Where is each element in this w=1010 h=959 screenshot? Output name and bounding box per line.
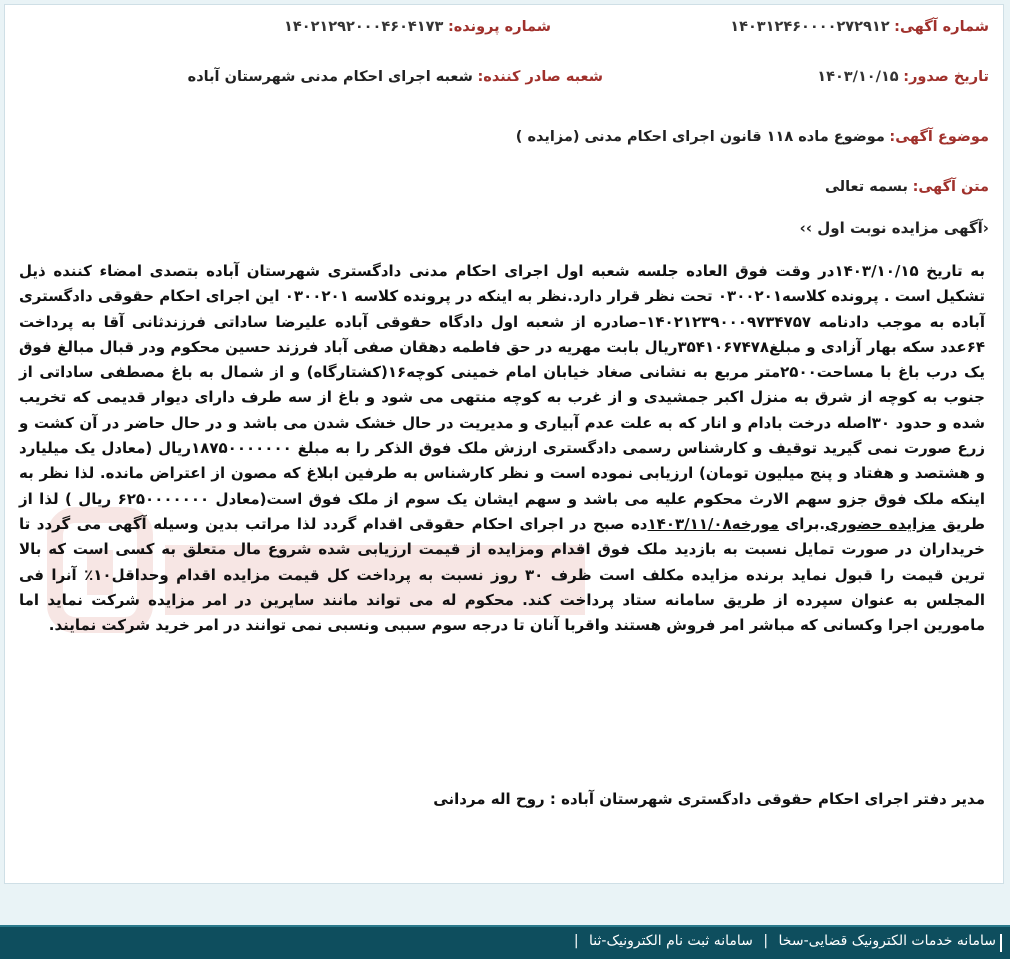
footer-link-sana[interactable]: سامانه ثبت نام الکترونیک-ثنا bbox=[589, 933, 753, 949]
subject-value: موضوع ماده ۱۱۸ قانون اجرای احکام مدنی (مزایده ) bbox=[515, 129, 885, 145]
notice-text-label: متن آگهی: bbox=[912, 179, 989, 195]
footer-separator: | bbox=[763, 933, 769, 949]
notice-title: ‹آگهی مزایده نوبت اول ›› bbox=[799, 219, 989, 237]
subject bbox=[516, 129, 989, 145]
footer-separator-end: | bbox=[573, 933, 579, 949]
case-number-label: شماره پرونده: bbox=[447, 19, 551, 35]
notice-card bbox=[4, 4, 1004, 884]
issuer-value: شعبه اجرای احکام مدنی شهرستان آباده bbox=[187, 69, 473, 85]
footer-bar bbox=[0, 925, 1010, 959]
ad-number-value: ۱۴۰۳۱۲۴۶۰۰۰۰۲۷۲۹۱۲ bbox=[730, 19, 890, 35]
ad-number-label: شماره آگهی: bbox=[894, 19, 989, 35]
ad-number bbox=[730, 19, 989, 35]
notice-text-intro: بسمه تعالی bbox=[825, 179, 908, 195]
issuer bbox=[188, 69, 603, 85]
issue-date bbox=[817, 69, 989, 85]
notice-body-part1: به تاریخ ۱۴۰۳/۱۰/۱۵در وقت فوق العاده جلسه شعبه اول اجرای احکام مدنی دادگستری شهرستان آباده بتصدی امضاء کننده ذیل تشکیل است . پرونده کلاسه۰۳۰۰۲۰۱ تحت نظر قرار دارد.نظر به اینکه در پرونده کلاسه ۰۳۰۰۲۰۱ این اجرای احکام حقوقی دادگستری آباده به موجب دادنامه ۱۴۰۲۱۲۳۹۰۰۰۹۷۳۴۷۵۷–صادره از شعبه اول دادگاه حقوقی آباده علیرضا ساداتی فرزندثانی آقا به پرداخت ۶۴عدد سکه بهار آزادی و مبلغ۳۵۴۱۰۶۷۴۷۸ریال بابت مهریه در حق فاطمه دهقان صفی آباد فرزند حسین محکوم ودر قبال مبالغ فوق یک درب باغ با مساحت۲۵۰۰متر مربع به نشانی صغاد خیابان امام خمینی کوچه۱۶(کشتارگاه) و از شمال به باغ مصطفی ساداتی از جنوب به کوچه از شرق به منزل اکبر جمشیدی و از غرب به کوچه منتهی می شود و باغ از سه طرف دارای دیوار قدیمی که تخریب شده و حدود ۳۰اصله درخت بادام و انار که به علت عدم آبیاری و مدیریت در حال خشک شدن می باشد و در حال حاضر در آن کشت و زرع صورت نمی گیرید توقیف و کارشناس رسمی دادگستری ارزش ملک فوق الذکر را به مبلغ ۱۸۷۵۰۰۰۰۰۰۰ریال (معادل یک میلیارد و هشتصد و هفتاد و پنج میلیون تومان) ارزیابی نموده است و نظر کارشناس به طرفین ابلاغ که مصون از اعتراض مانده. لذا نظر به اینکه ملک فوق جزو سهم الارث محکوم علیه می باشد و سهم ایشان یک سوم از ملک فوق است(معادل ۶۲۵۰۰۰۰۰۰۰ ریال ) لذا از طریق bbox=[19, 262, 986, 533]
notice-body bbox=[19, 259, 985, 638]
issue-date-label: تاریخ صدور: bbox=[903, 69, 989, 85]
signature: مدیر دفتر اجرای احکام حقوقی دادگستری شهرستان آباده : روح اله مردانی bbox=[433, 790, 985, 808]
issuer-label: شعبه صادر کننده: bbox=[477, 69, 603, 85]
notice-body-part2: .برای bbox=[778, 514, 826, 533]
footer-edge-right bbox=[1000, 934, 1002, 952]
notice-body-underline1: مزایده حضوری bbox=[825, 514, 936, 533]
subject-label: موضوع آگهی: bbox=[889, 129, 989, 145]
notice-body-part3: ده صبح در اجرای احکام حقوقی اقدام گردد لذا مراتب بدین وسیله آگهی می گردد تا خریداران در صورت تمایل نسبت به بازدید ملک فوق اقدام ومزایده از قیمت ارزیابی شده شروع مال متعلق به کسی است که بالا ترین قیمت را قبول نماید برنده مزایده مکلف است ظرف ۳۰ روز نسبت به پرداخت کل قیمت مزایده اقدام وحداقل۱۰٪ آنرا فی المجلس به عنوان سپرده از طریق سامانه ستاد پرداخت کند. محکوم له می تواند مانند سایرین در امر مزایده شرکت نماید اما مامورین اجرا وکسانی که مباشر امر فروش هستند واقربا آنان تا درجه سوم سببی ونسبی نمی توانند در امر خرید شرکت نمایند. bbox=[19, 514, 986, 635]
footer-link-sakha[interactable]: سامانه خدمات الکترونیک قضایی-سخا bbox=[778, 933, 996, 949]
footer-links bbox=[568, 933, 996, 949]
issue-date-value: ۱۴۰۳/۱۰/۱۵ bbox=[817, 69, 899, 85]
case-number bbox=[284, 19, 551, 35]
case-number-value: ۱۴۰۲۱۲۹۲۰۰۰۴۶۰۴۱۷۳ bbox=[284, 19, 444, 35]
notice-body-underline2: مورخه۱۴۰۳/۱۱/۰۸ bbox=[647, 514, 779, 533]
notice-text-header bbox=[825, 179, 989, 195]
